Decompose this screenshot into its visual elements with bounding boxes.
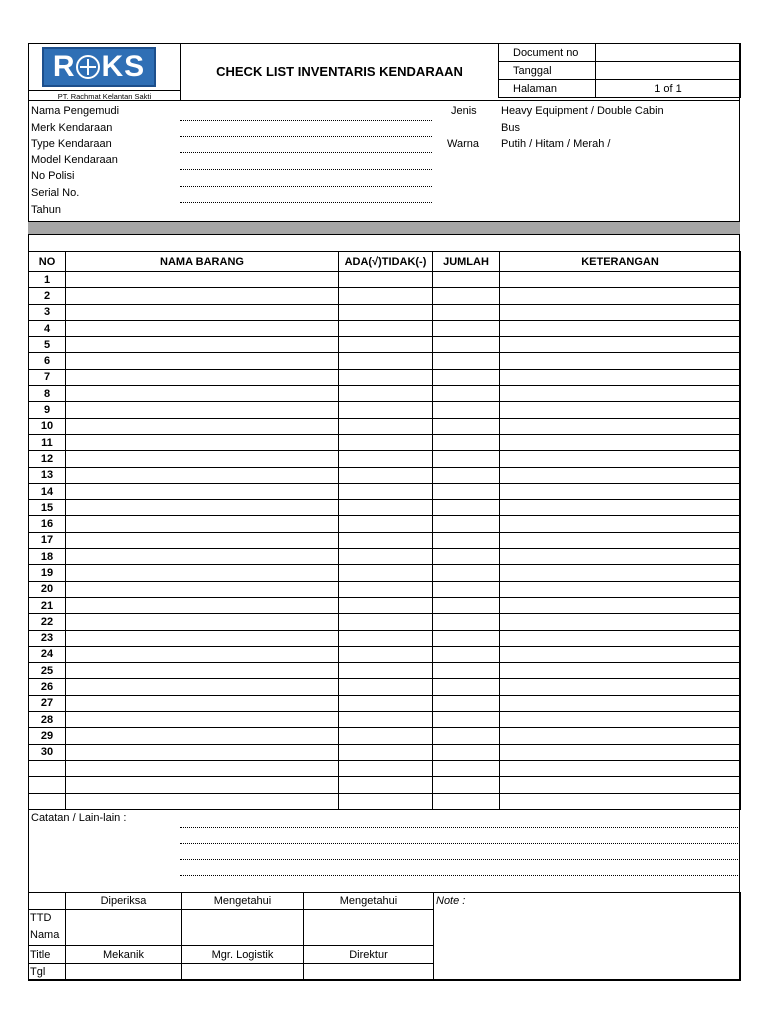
row-ada-tidak[interactable]: [339, 451, 433, 467]
row-ada-tidak[interactable]: [339, 337, 433, 353]
table-row: [29, 337, 741, 353]
row-jumlah[interactable]: [433, 728, 500, 744]
row-number: 13: [29, 467, 66, 483]
row-ada-tidak[interactable]: [339, 516, 433, 532]
row-keterangan[interactable]: [500, 386, 741, 402]
date-cell-mengetahui-1[interactable]: [182, 964, 304, 981]
field-label-type-kendaraan: Type Kendaraan: [31, 138, 112, 150]
field-label-merk-kendaraan: Merk Kendaraan: [31, 122, 113, 134]
row-keterangan[interactable]: [500, 516, 741, 532]
table-row: [29, 500, 741, 516]
row-ada-tidak[interactable]: [339, 581, 433, 597]
meta-value-halaman: 1 of 1: [596, 80, 741, 98]
field-line-serial-no[interactable]: [180, 202, 432, 203]
row-number: 21: [29, 597, 66, 613]
table-row: [29, 516, 741, 532]
row-nama-barang[interactable]: [66, 272, 339, 288]
row-number: 27: [29, 695, 66, 711]
row-ada-tidak[interactable]: [339, 467, 433, 483]
table-row: [29, 418, 741, 434]
table-row: [29, 369, 741, 385]
row-keterangan[interactable]: [500, 369, 741, 385]
row-nama-barang[interactable]: [66, 663, 339, 679]
row-nama-barang[interactable]: [66, 320, 339, 336]
field-label-no-polisi: No Polisi: [31, 170, 75, 182]
field-label-tahun: Tahun: [31, 204, 61, 216]
row-keterangan[interactable]: [500, 679, 741, 695]
row-keterangan[interactable]: [500, 646, 741, 662]
sign-col-mengetahui-1: Mengetahui: [182, 893, 304, 910]
row-number: 6: [29, 353, 66, 369]
row-keterangan[interactable]: [500, 760, 741, 776]
field-line-nama-pengemudi[interactable]: [180, 120, 432, 121]
row-ada-tidak[interactable]: [339, 418, 433, 434]
row-number: [29, 777, 66, 793]
row-jumlah[interactable]: [433, 549, 500, 565]
row-keterangan[interactable]: [500, 418, 741, 434]
row-ada-tidak[interactable]: [339, 777, 433, 793]
table-row: [29, 272, 741, 288]
row-number: 16: [29, 516, 66, 532]
row-ada-tidak[interactable]: [339, 483, 433, 499]
row-ada-tidak[interactable]: [339, 532, 433, 548]
row-ada-tidak[interactable]: [339, 614, 433, 630]
row-jumlah[interactable]: [433, 467, 500, 483]
date-cell-mengetahui-2[interactable]: [304, 964, 434, 981]
row-jumlah[interactable]: [433, 630, 500, 646]
row-nama-barang[interactable]: [66, 597, 339, 613]
col-header-jumlah: JUMLAH: [433, 252, 500, 272]
row-ada-tidak[interactable]: [339, 712, 433, 728]
row-nama-barang[interactable]: [66, 646, 339, 662]
row-nama-barang[interactable]: [66, 532, 339, 548]
catatan-line[interactable]: [180, 843, 740, 844]
row-keterangan[interactable]: [500, 777, 741, 793]
row-ada-tidak[interactable]: [339, 304, 433, 320]
catatan-line[interactable]: [180, 827, 740, 828]
row-jumlah[interactable]: [433, 760, 500, 776]
row-number: 26: [29, 679, 66, 695]
table-row: [29, 695, 741, 711]
catatan-line[interactable]: [180, 859, 740, 860]
row-number: 22: [29, 614, 66, 630]
row-keterangan[interactable]: [500, 630, 741, 646]
row-jumlah[interactable]: [433, 565, 500, 581]
catatan-line[interactable]: [180, 875, 740, 876]
field-label-model-kendaraan: Model Kendaraan: [31, 154, 118, 166]
table-row: [29, 483, 741, 499]
row-ada-tidak[interactable]: [339, 565, 433, 581]
table-row: [29, 565, 741, 581]
table-row: [29, 614, 741, 630]
row-number: 14: [29, 483, 66, 499]
row-jumlah[interactable]: [433, 597, 500, 613]
row-nama-barang[interactable]: [66, 483, 339, 499]
row-keterangan[interactable]: [500, 549, 741, 565]
row-keterangan[interactable]: [500, 320, 741, 336]
signature-cell-mengetahui-1[interactable]: [182, 910, 304, 946]
col-header-ada-tidak: ADA(√)TIDAK(-): [339, 252, 433, 272]
table-row: [29, 434, 741, 450]
row-keterangan[interactable]: [500, 728, 741, 744]
row-keterangan[interactable]: [500, 614, 741, 630]
meta-label-tanggal: Tanggal: [499, 62, 596, 80]
row-number: [29, 793, 66, 809]
row-number: 9: [29, 402, 66, 418]
row-nama-barang[interactable]: [66, 793, 339, 809]
row-jumlah[interactable]: [433, 272, 500, 288]
row-jumlah[interactable]: [433, 500, 500, 516]
row-number: 10: [29, 418, 66, 434]
sign-row-ttd: TTD: [30, 912, 52, 924]
row-nama-barang[interactable]: [66, 516, 339, 532]
row-nama-barang[interactable]: [66, 451, 339, 467]
sign-row-labels-top: [29, 910, 66, 946]
row-nama-barang[interactable]: [66, 630, 339, 646]
table-row: [29, 288, 741, 304]
row-number: 8: [29, 386, 66, 402]
row-ada-tidak[interactable]: [339, 402, 433, 418]
row-jumlah[interactable]: [433, 288, 500, 304]
table-header-row: [29, 252, 741, 272]
row-jumlah[interactable]: [433, 337, 500, 353]
row-keterangan[interactable]: [500, 353, 741, 369]
row-nama-barang[interactable]: [66, 418, 339, 434]
company-logo: R KS: [42, 47, 156, 87]
catatan-label: Catatan / Lain-lain :: [31, 812, 127, 824]
date-cell-diperiksa[interactable]: [66, 964, 182, 981]
row-jumlah[interactable]: [433, 320, 500, 336]
row-number: 15: [29, 500, 66, 516]
row-jumlah[interactable]: [433, 663, 500, 679]
row-number: 29: [29, 728, 66, 744]
sign-row-tgl: Tgl: [29, 964, 66, 981]
row-jumlah[interactable]: [433, 581, 500, 597]
meta-label-document-no: Document no: [499, 44, 596, 62]
note-label: Note :: [436, 895, 466, 907]
row-keterangan[interactable]: [500, 402, 741, 418]
row-nama-barang[interactable]: [66, 369, 339, 385]
row-keterangan[interactable]: [500, 272, 741, 288]
warna-label: Warna: [447, 138, 479, 150]
row-ada-tidak[interactable]: [339, 272, 433, 288]
field-line-model-kendaraan[interactable]: [180, 169, 432, 170]
field-line-no-polisi[interactable]: [180, 186, 432, 187]
row-keterangan[interactable]: [500, 695, 741, 711]
row-keterangan[interactable]: [500, 532, 741, 548]
jenis-label: Jenis: [451, 105, 477, 117]
row-ada-tidak[interactable]: [339, 630, 433, 646]
meta-label-halaman: Halaman: [499, 80, 596, 98]
row-number: 28: [29, 712, 66, 728]
row-number: 25: [29, 663, 66, 679]
row-ada-tidak[interactable]: [339, 760, 433, 776]
row-nama-barang[interactable]: [66, 679, 339, 695]
row-ada-tidak[interactable]: [339, 597, 433, 613]
row-ada-tidak[interactable]: [339, 728, 433, 744]
row-number: 23: [29, 630, 66, 646]
row-keterangan[interactable]: [500, 467, 741, 483]
row-jumlah[interactable]: [433, 369, 500, 385]
table-row: [29, 467, 741, 483]
document-meta-table: [498, 43, 741, 98]
table-row: [29, 597, 741, 613]
row-number: 4: [29, 320, 66, 336]
row-jumlah[interactable]: [433, 353, 500, 369]
row-nama-barang[interactable]: [66, 304, 339, 320]
row-jumlah[interactable]: [433, 793, 500, 809]
row-number: 19: [29, 565, 66, 581]
table-row: [29, 549, 741, 565]
row-nama-barang[interactable]: [66, 402, 339, 418]
table-row: [29, 451, 741, 467]
row-nama-barang[interactable]: [66, 728, 339, 744]
row-number: 18: [29, 549, 66, 565]
table-row: [29, 777, 741, 793]
row-keterangan[interactable]: [500, 304, 741, 320]
row-ada-tidak[interactable]: [339, 320, 433, 336]
row-keterangan[interactable]: [500, 483, 741, 499]
row-number: 2: [29, 288, 66, 304]
row-ada-tidak[interactable]: [339, 369, 433, 385]
sign-title-direktur: Direktur: [304, 946, 434, 964]
meta-value-tanggal[interactable]: [596, 62, 741, 80]
col-header-keterangan: KETERANGAN: [500, 252, 741, 272]
table-row: [29, 760, 741, 776]
row-nama-barang[interactable]: [66, 549, 339, 565]
table-row: [29, 353, 741, 369]
signature-cell-mengetahui-2[interactable]: [304, 910, 434, 946]
warna-options: Putih / Hitam / Merah /: [501, 138, 611, 150]
field-label-serial-no: Serial No.: [31, 187, 80, 199]
row-jumlah[interactable]: [433, 304, 500, 320]
row-ada-tidak[interactable]: [339, 695, 433, 711]
table-row: [29, 630, 741, 646]
row-keterangan[interactable]: [500, 597, 741, 613]
row-number: 1: [29, 272, 66, 288]
table-row: [29, 304, 741, 320]
row-nama-barang[interactable]: [66, 386, 339, 402]
row-nama-barang[interactable]: [66, 760, 339, 776]
row-nama-barang[interactable]: [66, 434, 339, 450]
table-row: [29, 646, 741, 662]
row-nama-barang[interactable]: [66, 744, 339, 760]
row-jumlah[interactable]: [433, 646, 500, 662]
table-row: [29, 581, 741, 597]
row-jumlah[interactable]: [433, 451, 500, 467]
inventory-table: [28, 251, 741, 810]
company-name: PT. Rachmat Kelantan Sakti: [28, 90, 181, 101]
row-ada-tidak[interactable]: [339, 386, 433, 402]
row-ada-tidak[interactable]: [339, 549, 433, 565]
section-separator-band: [28, 221, 740, 235]
row-number: [29, 760, 66, 776]
row-nama-barang[interactable]: [66, 337, 339, 353]
row-ada-tidak[interactable]: [339, 663, 433, 679]
row-jumlah[interactable]: [433, 777, 500, 793]
row-nama-barang[interactable]: [66, 500, 339, 516]
row-number: 24: [29, 646, 66, 662]
row-number: 12: [29, 451, 66, 467]
row-number: 30: [29, 744, 66, 760]
row-nama-barang[interactable]: [66, 777, 339, 793]
table-row: [29, 386, 741, 402]
meta-value-document-no[interactable]: [596, 44, 741, 62]
signature-table: [28, 892, 741, 981]
row-keterangan[interactable]: [500, 434, 741, 450]
row-keterangan[interactable]: [500, 793, 741, 809]
table-row: [29, 712, 741, 728]
row-number: 17: [29, 532, 66, 548]
sign-title-mgr-logistik: Mgr. Logistik: [182, 946, 304, 964]
row-keterangan[interactable]: [500, 581, 741, 597]
row-ada-tidak[interactable]: [339, 288, 433, 304]
row-jumlah[interactable]: [433, 516, 500, 532]
row-jumlah[interactable]: [433, 614, 500, 630]
row-number: 5: [29, 337, 66, 353]
row-ada-tidak[interactable]: [339, 500, 433, 516]
row-ada-tidak[interactable]: [339, 646, 433, 662]
row-jumlah[interactable]: [433, 695, 500, 711]
logo-area: [28, 43, 181, 100]
table-row: [29, 744, 741, 760]
row-number: 3: [29, 304, 66, 320]
table-row: [29, 793, 741, 809]
field-label-nama-pengemudi: Nama Pengemudi: [31, 105, 120, 117]
row-ada-tidak[interactable]: [339, 434, 433, 450]
sign-title-mekanik: Mekanik: [66, 946, 182, 964]
row-keterangan[interactable]: [500, 337, 741, 353]
row-keterangan[interactable]: [500, 663, 741, 679]
sign-corner: [29, 893, 66, 910]
table-row: [29, 663, 741, 679]
row-nama-barang[interactable]: [66, 353, 339, 369]
row-number: 11: [29, 434, 66, 450]
row-keterangan[interactable]: [500, 744, 741, 760]
row-keterangan[interactable]: [500, 288, 741, 304]
row-nama-barang[interactable]: [66, 695, 339, 711]
table-row: [29, 532, 741, 548]
table-row: [29, 728, 741, 744]
field-line-type-kendaraan[interactable]: [180, 152, 432, 153]
row-jumlah[interactable]: [433, 744, 500, 760]
row-jumlah[interactable]: [433, 483, 500, 499]
row-ada-tidak[interactable]: [339, 679, 433, 695]
row-jumlah[interactable]: [433, 434, 500, 450]
row-ada-tidak[interactable]: [339, 793, 433, 809]
row-jumlah[interactable]: [433, 386, 500, 402]
signature-cell-diperiksa[interactable]: [66, 910, 182, 946]
header-divider: [28, 100, 740, 101]
row-jumlah[interactable]: [433, 418, 500, 434]
field-line-merk-kendaraan[interactable]: [180, 136, 432, 137]
row-nama-barang[interactable]: [66, 467, 339, 483]
sign-row-nama: Nama: [30, 929, 60, 941]
row-nama-barang[interactable]: [66, 614, 339, 630]
table-row: [29, 402, 741, 418]
row-nama-barang[interactable]: [66, 565, 339, 581]
row-ada-tidak[interactable]: [339, 353, 433, 369]
note-box[interactable]: [434, 893, 741, 981]
row-jumlah[interactable]: [433, 532, 500, 548]
row-jumlah[interactable]: [433, 679, 500, 695]
table-row: [29, 320, 741, 336]
row-keterangan[interactable]: [500, 451, 741, 467]
sign-col-mengetahui-2: Mengetahui: [304, 893, 434, 910]
jenis-options-2: Bus: [501, 122, 520, 134]
row-keterangan[interactable]: [500, 500, 741, 516]
document-title: CHECK LIST INVENTARIS KENDARAAN: [216, 64, 463, 79]
row-nama-barang[interactable]: [66, 288, 339, 304]
sign-col-diperiksa: Diperiksa: [66, 893, 182, 910]
row-ada-tidak[interactable]: [339, 744, 433, 760]
jenis-options-1: Heavy Equipment / Double Cabin: [501, 105, 664, 117]
col-header-no: NO: [29, 252, 66, 272]
globe-icon: [76, 55, 100, 79]
row-number: 20: [29, 581, 66, 597]
col-header-nama-barang: NAMA BARANG: [66, 252, 339, 272]
sign-row-title: Title: [29, 946, 66, 964]
row-jumlah[interactable]: [433, 402, 500, 418]
table-row: [29, 679, 741, 695]
row-keterangan[interactable]: [500, 565, 741, 581]
row-jumlah[interactable]: [433, 712, 500, 728]
row-nama-barang[interactable]: [66, 712, 339, 728]
row-number: 7: [29, 369, 66, 385]
row-keterangan[interactable]: [500, 712, 741, 728]
row-nama-barang[interactable]: [66, 581, 339, 597]
